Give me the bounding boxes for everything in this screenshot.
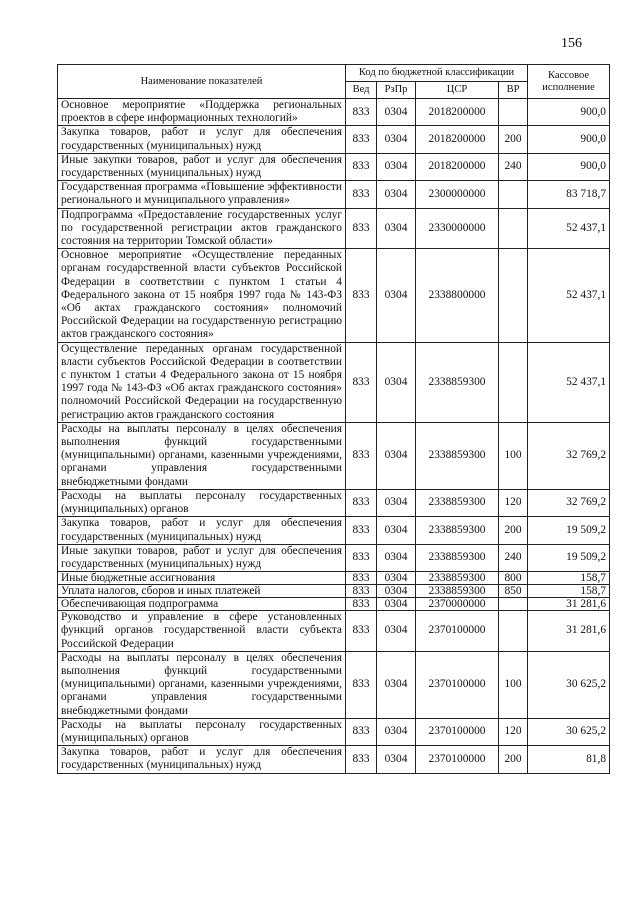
- row-ved: 833: [346, 489, 377, 516]
- row-vr: [499, 611, 528, 652]
- table-row: [58, 342, 610, 422]
- row-rzpr: 0304: [377, 651, 416, 718]
- row-ved: 833: [346, 99, 377, 126]
- table-row: [58, 517, 610, 544]
- row-amount: 52 437,1: [528, 249, 610, 342]
- table-row: [58, 611, 610, 652]
- row-rzpr: 0304: [377, 544, 416, 571]
- row-vr: 100: [499, 422, 528, 489]
- row-csr: 2018200000: [416, 99, 499, 126]
- row-csr: 2338859300: [416, 585, 499, 598]
- row-amount: 32 769,2: [528, 422, 610, 489]
- row-vr: [499, 99, 528, 126]
- row-rzpr: 0304: [377, 153, 416, 180]
- row-name: Подпрограмма «Предоставление государственных услуг по государственной регистрации актов гражданского состояния на территории Томской области»: [58, 208, 346, 249]
- table-row: [58, 249, 610, 342]
- row-amount: 158,7: [528, 572, 610, 585]
- row-name: Государственная программа «Повышение эффективности регионального и муниципального управления»: [58, 181, 346, 208]
- table-row: [58, 99, 610, 126]
- table-row: [58, 126, 610, 153]
- row-ved: 833: [346, 718, 377, 745]
- row-vr: [499, 181, 528, 208]
- row-csr: 2338859300: [416, 342, 499, 422]
- row-rzpr: 0304: [377, 585, 416, 598]
- row-csr: 2370100000: [416, 718, 499, 745]
- row-csr: 2338859300: [416, 422, 499, 489]
- header-csr: ЦСР: [416, 82, 499, 99]
- row-amount: 900,0: [528, 153, 610, 180]
- row-ved: 833: [346, 611, 377, 652]
- row-csr: 2018200000: [416, 126, 499, 153]
- row-amount: 52 437,1: [528, 342, 610, 422]
- page-number: 156: [561, 36, 582, 51]
- row-vr: 200: [499, 517, 528, 544]
- row-name: Расходы на выплаты персоналу в целях обеспечения выполнения функций государственными (муниципальными) органами, казенными учреждениями, органами управления государственными внебюджетными фондами: [58, 651, 346, 718]
- row-amount: 19 509,2: [528, 544, 610, 571]
- row-ved: 833: [346, 598, 377, 611]
- table-row: [58, 598, 610, 611]
- row-vr: 200: [499, 746, 528, 773]
- header-rzpr: РзПр: [377, 82, 416, 99]
- row-amount: 32 769,2: [528, 489, 610, 516]
- row-vr: 850: [499, 585, 528, 598]
- row-name: Иные закупки товаров, работ и услуг для обеспечения государственных (муниципальных) нужд: [58, 153, 346, 180]
- table-row: [58, 651, 610, 718]
- row-name: Уплата налогов, сборов и иных платежей: [58, 585, 346, 598]
- row-ved: 833: [346, 572, 377, 585]
- row-vr: 800: [499, 572, 528, 585]
- row-ved: 833: [346, 208, 377, 249]
- table-body: [58, 99, 610, 774]
- row-ved: 833: [346, 517, 377, 544]
- row-amount: 30 625,2: [528, 651, 610, 718]
- row-rzpr: 0304: [377, 99, 416, 126]
- row-rzpr: 0304: [377, 181, 416, 208]
- row-csr: 2300000000: [416, 181, 499, 208]
- row-name: Основное мероприятие «Осуществление переданных органам государственной власти субъектов Российской Федерации в соответствии с пунктом 1 статьи 4 Федерального закона от 15 ноября 1997 года № 143-ФЗ «Об актах гражданского состояния» полномочий Российской Федерации на государственную регистрацию актов гражданского состояния»: [58, 249, 346, 342]
- row-ved: 833: [346, 746, 377, 773]
- row-csr: 2338859300: [416, 572, 499, 585]
- row-csr: 2338859300: [416, 517, 499, 544]
- row-name: Руководство и управление в сфере установленных функций органов государственной власти субъекта Российской Федерации: [58, 611, 346, 652]
- row-vr: 240: [499, 153, 528, 180]
- row-csr: 2370100000: [416, 746, 499, 773]
- row-amount: 900,0: [528, 126, 610, 153]
- row-ved: 833: [346, 153, 377, 180]
- row-vr: 120: [499, 718, 528, 745]
- row-ved: 833: [346, 181, 377, 208]
- row-ved: 833: [346, 249, 377, 342]
- row-rzpr: 0304: [377, 489, 416, 516]
- header-code-group: Код по бюджетной классификации: [346, 65, 528, 82]
- row-ved: 833: [346, 544, 377, 571]
- row-rzpr: 0304: [377, 746, 416, 773]
- row-amount: 30 625,2: [528, 718, 610, 745]
- table-row: [58, 208, 610, 249]
- row-vr: [499, 598, 528, 611]
- header-execution: Кассовое исполнение: [528, 65, 610, 99]
- row-amount: 19 509,2: [528, 517, 610, 544]
- row-rzpr: 0304: [377, 611, 416, 652]
- row-vr: [499, 249, 528, 342]
- table-row: [58, 746, 610, 773]
- row-name: Расходы на выплаты персоналу в целях обеспечения выполнения функций государственными (муниципальными) органами, казенными учреждениями, органами управления государственными внебюджетными фондами: [58, 422, 346, 489]
- row-ved: 833: [346, 342, 377, 422]
- row-rzpr: 0304: [377, 126, 416, 153]
- row-rzpr: 0304: [377, 342, 416, 422]
- row-rzpr: 0304: [377, 422, 416, 489]
- row-csr: 2330000000: [416, 208, 499, 249]
- row-ved: 833: [346, 585, 377, 598]
- row-vr: [499, 208, 528, 249]
- row-vr: 120: [499, 489, 528, 516]
- row-rzpr: 0304: [377, 718, 416, 745]
- row-ved: 833: [346, 651, 377, 718]
- row-amount: 83 718,7: [528, 181, 610, 208]
- row-csr: 2370100000: [416, 611, 499, 652]
- table-row: [58, 572, 610, 585]
- table-row: [58, 489, 610, 516]
- row-rzpr: 0304: [377, 208, 416, 249]
- table-row: [58, 544, 610, 571]
- row-name: Закупка товаров, работ и услуг для обеспечения государственных (муниципальных) нужд: [58, 126, 346, 153]
- table-row: [58, 422, 610, 489]
- row-ved: 833: [346, 126, 377, 153]
- row-amount: 31 281,6: [528, 598, 610, 611]
- row-amount: 81,8: [528, 746, 610, 773]
- header-vr: ВР: [499, 82, 528, 99]
- row-rzpr: 0304: [377, 598, 416, 611]
- row-name: Осуществление переданных органам государственной власти субъектов Российской Федерации в соответствии с пунктом 1 статьи 4 Федерального закона от 15 ноября 1997 года № 143-ФЗ «Об актах гражданского состояния» полномочий Российской Федерации на государственную регистрацию актов гражданского состояния: [58, 342, 346, 422]
- row-vr: 200: [499, 126, 528, 153]
- row-rzpr: 0304: [377, 572, 416, 585]
- row-name: Обеспечивающая подпрограмма: [58, 598, 346, 611]
- row-csr: 2338800000: [416, 249, 499, 342]
- row-vr: 240: [499, 544, 528, 571]
- header-ved: Вед: [346, 82, 377, 99]
- row-csr: 2370100000: [416, 651, 499, 718]
- row-name: Расходы на выплаты персоналу государственных (муниципальных) органов: [58, 718, 346, 745]
- row-amount: 52 437,1: [528, 208, 610, 249]
- row-vr: [499, 342, 528, 422]
- row-name: Иные бюджетные ассигнования: [58, 572, 346, 585]
- row-amount: 31 281,6: [528, 611, 610, 652]
- row-csr: 2018200000: [416, 153, 499, 180]
- row-name: Иные закупки товаров, работ и услуг для обеспечения государственных (муниципальных) нужд: [58, 544, 346, 571]
- header-name: Наименование показателей: [58, 65, 346, 99]
- row-amount: 158,7: [528, 585, 610, 598]
- row-name: Основное мероприятие «Поддержка региональных проектов в сфере информационных технологий»: [58, 99, 346, 126]
- row-csr: 2370000000: [416, 598, 499, 611]
- row-rzpr: 0304: [377, 517, 416, 544]
- row-ved: 833: [346, 422, 377, 489]
- row-name: Закупка товаров, работ и услуг для обеспечения государственных (муниципальных) нужд: [58, 746, 346, 773]
- row-vr: 100: [499, 651, 528, 718]
- row-csr: 2338859300: [416, 489, 499, 516]
- row-amount: 900,0: [528, 99, 610, 126]
- row-name: Расходы на выплаты персоналу государственных (муниципальных) органов: [58, 489, 346, 516]
- row-csr: 2338859300: [416, 544, 499, 571]
- row-name: Закупка товаров, работ и услуг для обеспечения государственных (муниципальных) нужд: [58, 517, 346, 544]
- budget-table: [57, 64, 610, 774]
- row-rzpr: 0304: [377, 249, 416, 342]
- table-header: [58, 65, 610, 99]
- table-row: [58, 181, 610, 208]
- table-row: [58, 718, 610, 745]
- table-row: [58, 585, 610, 598]
- table-row: [58, 153, 610, 180]
